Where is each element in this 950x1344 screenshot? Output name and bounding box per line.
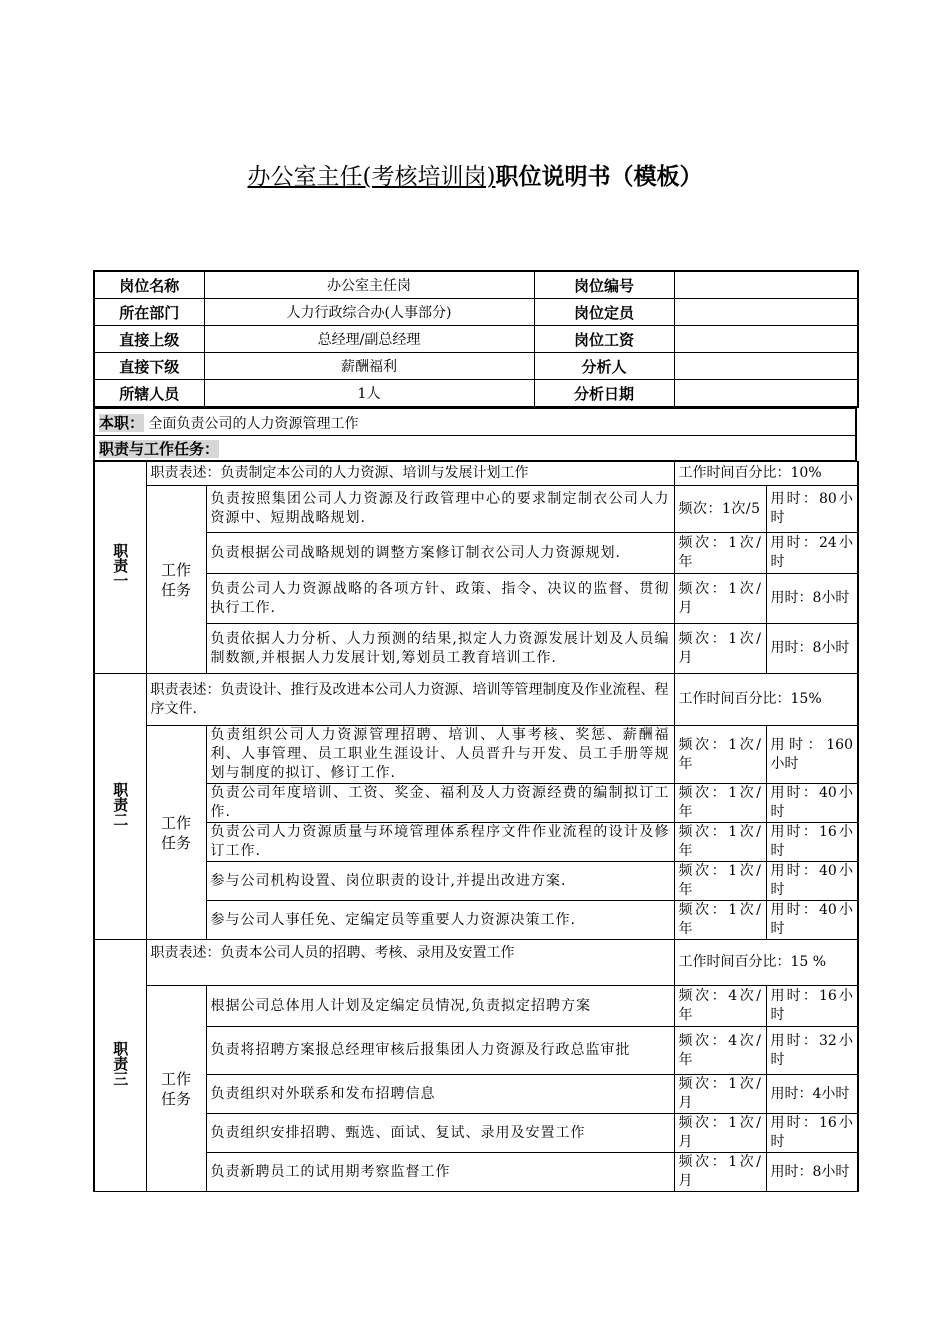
info-label: 直接下级 — [94, 353, 204, 380]
task-text: 负责按照集团公司人力资源及行政管理中心的要求制定制衣公司人力资源中、短期战略规划. — [206, 486, 674, 533]
duty-section-heading-row — [94, 436, 856, 461]
info-label: 岗位名称 — [94, 271, 204, 299]
info-value — [674, 326, 858, 353]
task-frequency: 频次：1次/年 — [674, 862, 766, 901]
duties-table — [93, 461, 859, 1192]
task-frequency: 频次：1次/月 — [674, 624, 766, 674]
title-suffix: 职位说明书（模板） — [495, 164, 703, 190]
duty-1-percent: 工作时间百分比：10% — [674, 462, 858, 486]
task-hours: 用时：8小时 — [766, 1153, 858, 1192]
duty-2-work-label: 工作任务 — [146, 726, 206, 940]
task-row — [94, 726, 858, 784]
info-label: 岗位编号 — [534, 271, 674, 299]
task-frequency: 频次：4次/年 — [674, 1027, 766, 1075]
task-hours: 用时：16小时 — [766, 986, 858, 1027]
task-hours: 用时：80小时 — [766, 486, 858, 533]
info-label: 岗位定员 — [534, 299, 674, 326]
duty-3-work-label: 工作任务 — [146, 986, 206, 1192]
task-frequency: 频次：1次/5 — [674, 486, 766, 533]
duty-2-percent: 工作时间百分比：15% — [674, 674, 858, 726]
duty-2-description: 职责表述：负责设计、推行及改进本公司人力资源、培训等管理制度及作业流程、程序文件. — [146, 674, 674, 726]
task-hours: 用时：16小时 — [766, 1114, 858, 1153]
task-text: 负责根据公司战略规划的调整方案修订制衣公司人力资源规划. — [206, 533, 674, 574]
task-hours: 用时：8小时 — [766, 624, 858, 674]
task-hours: 用时：16小时 — [766, 823, 858, 862]
duty-desc-row — [94, 940, 858, 986]
info-value — [674, 299, 858, 326]
document-title — [0, 160, 950, 194]
task-row — [94, 901, 858, 940]
info-label: 岗位工资 — [534, 326, 674, 353]
task-text: 负责将招聘方案报总经理审核后报集团人力资源及行政总监审批 — [206, 1027, 674, 1075]
task-row — [94, 1153, 858, 1192]
task-row — [94, 1027, 858, 1075]
task-frequency: 频次：1次/年 — [674, 533, 766, 574]
task-frequency: 频次：1次/月 — [674, 1075, 766, 1114]
task-hours: 用时：160小时 — [766, 726, 858, 784]
duty-1-work-label: 工作任务 — [146, 486, 206, 674]
task-text: 参与公司机构设置、岗位职责的设计,并提出改进方案. — [206, 862, 674, 901]
task-hours: 用时：8小时 — [766, 574, 858, 624]
info-value — [674, 271, 858, 299]
task-hours: 用时：32小时 — [766, 1027, 858, 1075]
duty-3-label: 职责三 — [94, 940, 146, 1192]
duty-1-label: 职责一 — [94, 462, 146, 674]
core-duty-label: 本职： — [99, 413, 145, 432]
duty-3-percent: 工作时间百分比：15 % — [674, 940, 858, 986]
core-duty-row — [94, 409, 856, 436]
task-text: 负责公司年度培训、工资、奖金、福利及人力资源经费的编制拟订工作. — [206, 784, 674, 823]
task-text: 负责公司人力资源战略的各项方针、政策、指令、决议的监督、贯彻执行工作. — [206, 574, 674, 624]
info-label: 分析人 — [534, 353, 674, 380]
info-value — [674, 353, 858, 380]
task-row — [94, 1075, 858, 1114]
task-text: 负责组织安排招聘、甄选、面试、复试、录用及安置工作 — [206, 1114, 674, 1153]
task-hours: 用时：24小时 — [766, 533, 858, 574]
basic-info-table — [93, 270, 859, 408]
info-value: 人力行政综合办(人事部分) — [204, 299, 534, 326]
info-label: 所在部门 — [94, 299, 204, 326]
task-hours: 用时：40小时 — [766, 901, 858, 940]
info-label: 直接上级 — [94, 326, 204, 353]
task-text: 根据公司总体用人计划及定编定员情况,负责拟定招聘方案 — [206, 986, 674, 1027]
task-frequency: 频次：1次/年 — [674, 901, 766, 940]
task-frequency: 频次：1次/月 — [674, 1153, 766, 1192]
info-value — [674, 380, 858, 408]
info-value: 1人 — [204, 380, 534, 408]
info-row — [94, 299, 858, 326]
duty-3-description: 职责表述：负责本公司人员的招聘、考核、录用及安置工作 — [146, 940, 674, 986]
task-row — [94, 624, 858, 674]
duty-desc-row — [94, 674, 858, 726]
task-row — [94, 574, 858, 624]
info-row — [94, 353, 858, 380]
info-value: 办公室主任岗 — [204, 271, 534, 299]
task-text: 参与公司人事任免、定编定员等重要人力资源决策工作. — [206, 901, 674, 940]
task-row — [94, 784, 858, 823]
task-frequency: 频次：1次/年 — [674, 726, 766, 784]
info-row — [94, 271, 858, 299]
task-row — [94, 823, 858, 862]
task-row — [94, 533, 858, 574]
task-frequency: 频次：4次/年 — [674, 986, 766, 1027]
task-text: 负责公司人力资源质量与环境管理体系程序文件作业流程的设计及修订工作. — [206, 823, 674, 862]
task-frequency: 频次：1次/年 — [674, 823, 766, 862]
task-hours: 用时：40小时 — [766, 784, 858, 823]
info-value: 总经理/副总经理 — [204, 326, 534, 353]
task-text: 负责组织对外联系和发布招聘信息 — [206, 1075, 674, 1114]
task-row — [94, 1114, 858, 1153]
task-frequency: 频次：1次/月 — [674, 574, 766, 624]
task-frequency: 频次：1次/月 — [674, 1114, 766, 1153]
task-text: 负责依据人力分析、人力预测的结果,拟定人力资源发展计划及人员编制数额,并根据人力发展计划,筹划员工教育培训工作. — [206, 624, 674, 674]
duty-2-label: 职责二 — [94, 674, 146, 940]
core-duty-text: 全面负责公司的人力资源管理工作 — [148, 415, 359, 432]
info-label: 分析日期 — [534, 380, 674, 408]
info-value: 薪酬福利 — [204, 353, 534, 380]
duty-1-description: 职责表述：负责制定本公司的人力资源、培训与发展计划工作 — [146, 462, 674, 486]
task-hours: 用时：40小时 — [766, 862, 858, 901]
task-row — [94, 986, 858, 1027]
title-position-name: 办公室主任(考核培训岗) — [247, 164, 496, 190]
duties-heading: 职责与工作任务： — [99, 439, 220, 458]
task-row — [94, 486, 858, 533]
task-text: 负责组织公司人力资源管理招聘、培训、人事考核、奖惩、薪酬福利、人事管理、员工职业生涯设计、人员晋升与开发、员工手册等规划与制度的拟订、修订工作. — [206, 726, 674, 784]
task-row — [94, 862, 858, 901]
info-row — [94, 380, 858, 408]
job-description-form — [93, 270, 855, 1192]
duty-desc-row — [94, 462, 858, 486]
info-label: 所辖人员 — [94, 380, 204, 408]
task-hours: 用时：4小时 — [766, 1075, 858, 1114]
info-row — [94, 326, 858, 353]
core-duty-table — [93, 408, 857, 461]
task-frequency: 频次：1次/年 — [674, 784, 766, 823]
task-text: 负责新聘员工的试用期考察监督工作 — [206, 1153, 674, 1192]
